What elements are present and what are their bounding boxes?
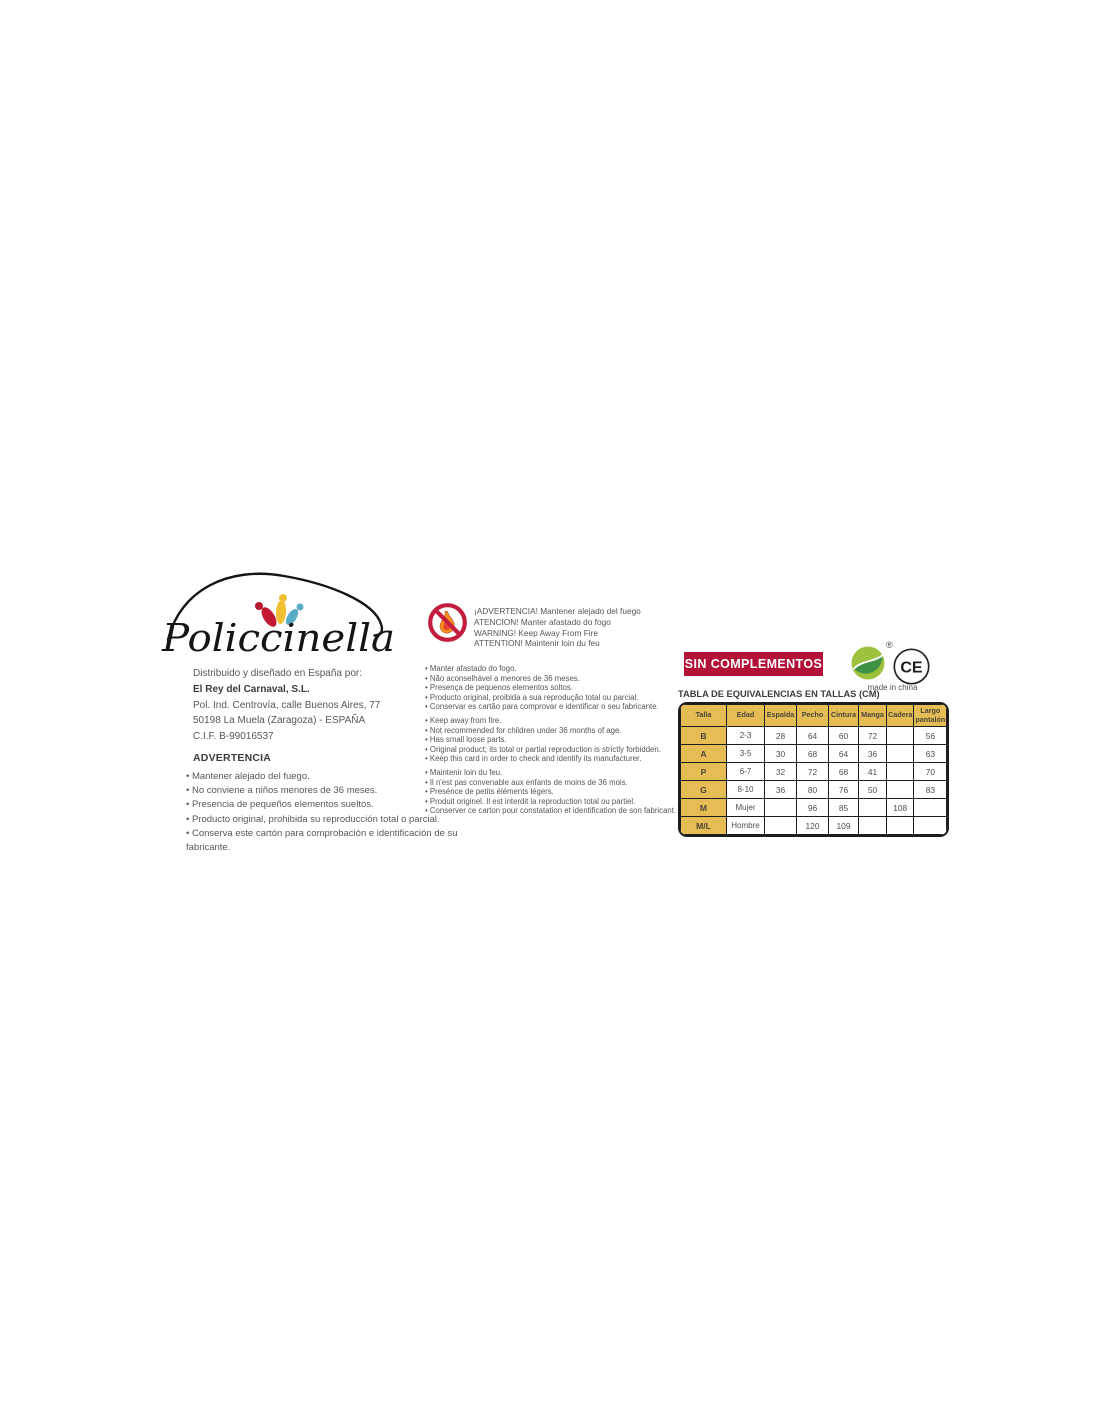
size-table-header-cell: Largo pantalón [914,705,947,727]
size-table-cell: 56 [914,727,947,745]
no-fire-icon [427,602,468,643]
size-table-cell: 109 [829,817,859,835]
bullet-item: • Conservar es cartão para comprovar e identificar o seu fabricante. [425,702,659,711]
size-table-cell: 120 [797,817,829,835]
size-table-cell [887,781,914,799]
size-table-cell [859,799,887,817]
bullet-item: • Producto original, prohibida su reproducción total o parcial. [186,813,440,825]
size-table-cell: 108 [887,799,914,817]
warnings-english [425,716,697,764]
size-table-row-label: P [681,763,727,781]
size-table-title: TABLA DE EQUIVALENCIAS EN TALLAS (CM) [678,689,880,699]
fire-warning-lines [474,606,641,649]
size-table-cell: 85 [829,799,859,817]
size-table-cell: Hombre [727,817,765,835]
size-table-row-label: M [681,799,727,817]
registered-trademark-symbol: ® [886,640,893,650]
size-table-cell: 32 [765,763,797,781]
size-table-cell [765,799,797,817]
bullet-item: • Manter afastado do fogo. [425,664,517,673]
warnings-portuguese [425,664,697,712]
size-table-cell: 50 [859,781,887,799]
bullet-item: • No conviene a niños menores de 36 meses. [186,785,378,797]
size-table-cell [887,727,914,745]
table-row [681,799,947,817]
brand-logo [160,572,400,666]
size-table-cell: 72 [859,727,887,745]
size-table-row-label: G [681,781,727,799]
bullet-item: • Conserver ce carton pour constatation et identification de son fabricant. [425,806,677,815]
sin-complementos-banner: SIN COMPLEMENTOS [684,652,823,676]
bullet-item: • Produit originel. Il est interdit la reproduction total ou partiel. [425,796,636,806]
size-table-cell: 28 [765,727,797,745]
table-row [681,781,947,799]
size-table-cell [887,763,914,781]
green-dot-recycling-icon [851,646,885,680]
size-table-cell: 30 [765,745,797,763]
warning-line: ATTENTION! Maintenir loin du feu [474,638,600,649]
ce-mark-icon [893,648,930,685]
table-row [681,817,947,835]
distributor-intro: Distribuido y diseñado en España por: [193,668,362,679]
made-in-label: made in china [867,683,918,692]
bullet-item: • Original product; its total or partial reproduction is strictly forbidden. [425,744,661,754]
size-table-header-cell: Edad [727,705,765,727]
size-table [678,702,949,837]
size-table-cell: 60 [829,727,859,745]
size-table-cell: 41 [859,763,887,781]
size-table-cell: Mujer [727,799,765,817]
size-table-cell [914,817,947,835]
size-table-cell: 64 [797,727,829,745]
size-table-cell [765,817,797,835]
size-table-header-cell: Pecho [797,705,829,727]
bullet-item: • Not recommended for children under 36 months of age. [425,725,622,735]
ce-mark-label: CE [900,659,923,677]
warning-line: ATENCION! Manter afastado do fogo [474,616,611,627]
distributor-company: El Rey del Carnaval, S.L. [193,683,310,695]
size-table-cell: 8-10 [727,781,765,799]
bullet-item: • Il n'est pas convenable aux enfants de moins de 36 mois. [425,777,628,787]
size-table-cell: 2-3 [727,727,765,745]
size-table-cell: 3-5 [727,745,765,763]
size-table-row-label: A [681,745,727,763]
size-table-cell: 96 [797,799,829,817]
bullet-item: • Presença de pequenos elementos soltos. [425,683,573,692]
bullet-item: • Presencia de pequeños elementos sueltos. [186,799,374,811]
table-row [681,763,947,781]
size-table-cell: 6-7 [727,763,765,781]
size-table-cell: 36 [765,781,797,799]
bullet-item: • Has small loose parts. [425,735,507,744]
warning-line: WARNING! Keep Away From Fire [474,627,599,638]
size-table-cell: 72 [797,763,829,781]
size-table-cell: 70 [914,763,947,781]
size-table-cell [914,799,947,817]
size-table-row-label: M/L [681,817,727,835]
bullet-item: • Mantener alejado del fuego. [186,771,310,782]
bullet-item: • Presénce de petits éléments légers. [425,787,554,796]
bullet-item: • Keep away from fire. [425,716,502,725]
bullet-item: • Producto original, proibida a sua reprodução total ou parcial. [425,692,639,702]
table-row [681,727,947,745]
size-table-row-label: B [681,727,727,745]
warning-line: ¡ADVERTENCIA! Mantener alejado del fuego [474,606,641,616]
size-table-header-cell: Cadera [887,705,914,727]
brand-name: Policcinella [160,616,395,660]
table-row [681,745,947,763]
size-table-cell: 63 [914,745,947,763]
advertencia-title: ADVERTENCIA [193,752,272,764]
size-table-cell: 76 [829,781,859,799]
size-table-header-cell: Espalda [765,705,797,727]
bullet-item: • Keep this card in order to check and identify its manufacturer. [425,754,642,763]
size-table-cell [859,817,887,835]
size-table-cell: 68 [797,745,829,763]
size-table-cell [887,817,914,835]
warnings-french [425,768,697,816]
size-table-cell: 36 [859,745,887,763]
size-table-cell: 80 [797,781,829,799]
bullet-item: • Maintenir loin du feu. [425,768,503,777]
bullet-item: • Não aconselhável a menores de 36 meses. [425,673,580,683]
size-table-header-cell: Talla [681,705,727,727]
size-table-cell: 68 [829,763,859,781]
size-table-header-cell: Manga [859,705,887,727]
distributor-cif: C.I.F. B-99016537 [193,731,274,743]
size-table-header-cell: Cintura [829,705,859,727]
size-table-cell: 83 [914,781,947,799]
distributor-address-2: 50198 La Muela (Zaragoza) - ESPAÑA [193,715,366,727]
distributor-address-1: Pol. Ind. Centrovía, calle Buenos Aires, 77 [193,699,381,711]
size-table-cell: 64 [829,745,859,763]
size-table-cell [887,745,914,763]
bullet-item: • Conserva este cartón para comprobación e identificación de su fabricante. [186,827,458,854]
